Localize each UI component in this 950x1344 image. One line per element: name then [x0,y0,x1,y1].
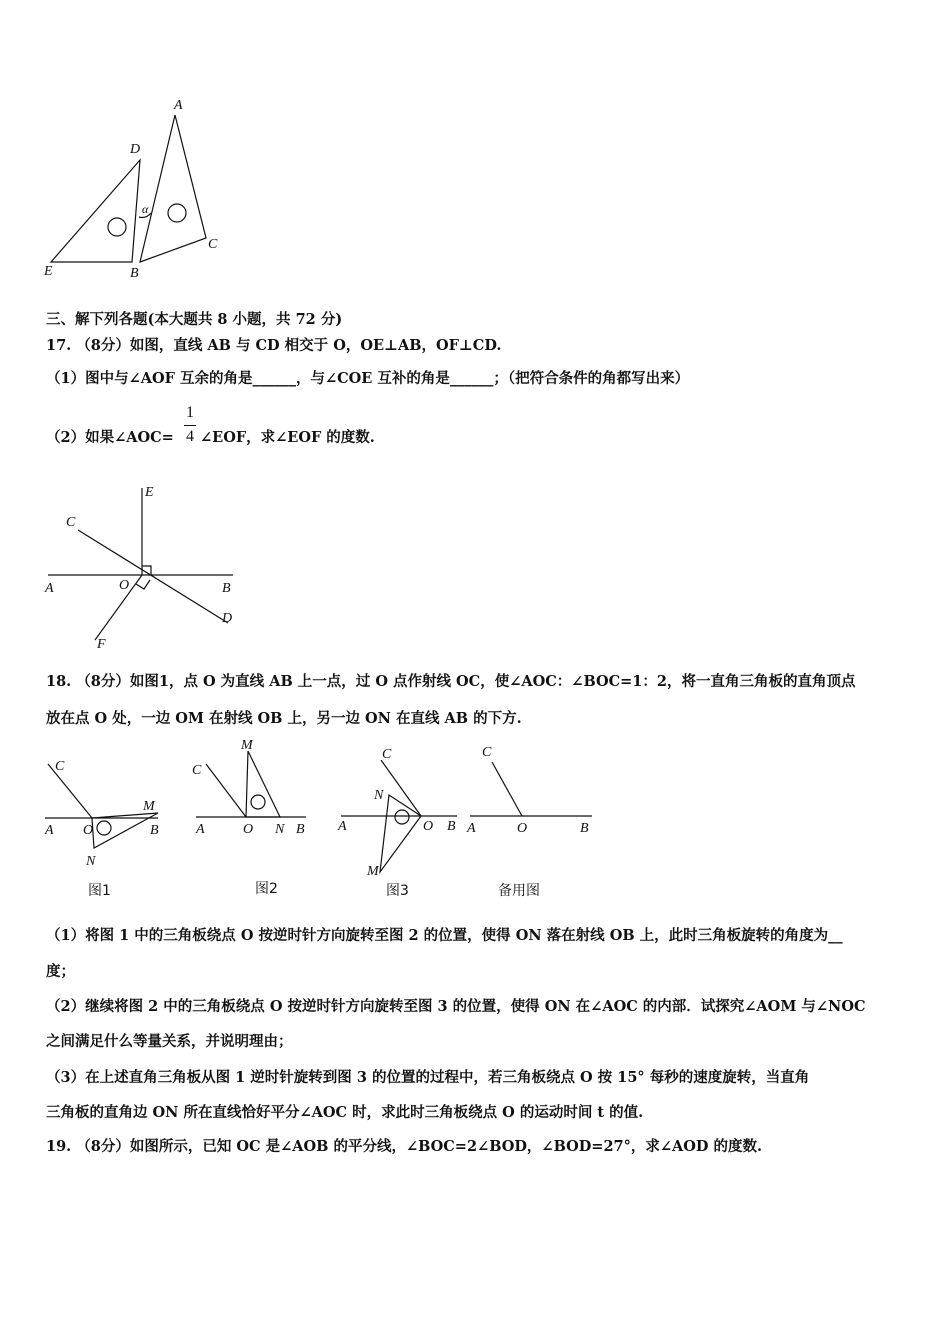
caption-fig3: 图3 [386,883,409,899]
label-A: A [45,823,54,838]
figure-q18-backup [462,740,602,840]
set-square-hole [97,821,111,835]
label-O: O [83,823,94,838]
q18-part1-b: 度； [46,963,75,980]
label-B: B [447,819,456,834]
triangle-dbe [51,160,140,262]
label-O: O [119,578,130,593]
caption-backup-fig: 备用图 [498,883,540,899]
figure-q18-2 [188,736,313,846]
line-cd [78,530,228,623]
label-C: C [66,515,76,530]
figure-triangles-top [36,95,236,285]
q18-part3-a: （3）在上述直角三角板从图 1 逆时针旋转到图 3 的位置的过程中，若三角板绕点 O 按 15° 每秒的速度旋转，当直角 [46,1069,810,1086]
label-D: D [130,142,141,157]
q18-line1: 18. （8分）如图1，点 O 为直线 AB 上一点，过 O 点作射线 OC，使∠AOC：∠BOC=1：2，将一直角三角板的直角顶点 [46,673,856,690]
label-M: M [143,799,155,814]
set-square-hole [395,810,409,824]
label-C: C [382,747,392,762]
triangle-abc [140,115,206,262]
label-M: M [241,738,253,753]
label-C: C [208,237,218,252]
label-C: C [192,763,202,778]
q17-fraction-numerator: 1 [186,404,194,421]
triangle-hole-right [168,204,186,222]
caption-fig2: 图2 [255,881,278,897]
label-B: B [150,823,159,838]
label-D: D [222,611,233,626]
label-E: E [44,264,53,279]
triangle-hole-left [108,218,126,236]
label-A: A [196,822,205,837]
q17-fraction-bar [184,425,196,426]
label-N: N [374,788,384,803]
label-A: A [467,821,476,836]
set-square-hole [251,795,265,809]
q18-part2-a: （2）继续将图 2 中的三角板绕点 O 按逆时针方向旋转至图 3 的位置，使得 ON 在∠AOC 的内部．试探究∠AOM 与∠NOC [46,998,866,1015]
q19-stem: 19. （8分）如图所示，已知 OC 是∠AOB 的平分线，∠BOC=2∠BOD，∠BOD=27°，求∠AOD 的度数. [46,1138,763,1155]
label-A: A [174,98,183,113]
section-3-heading: 三、解下列各题(本大题共 8 小题，共 72 分) [46,311,343,328]
label-O: O [243,822,254,837]
label-C: C [55,759,65,774]
label-B: B [222,581,231,596]
label-B: B [580,821,589,836]
q17-part2-prefix: （2）如果∠AOC= [46,429,174,446]
ray-oc [206,764,246,817]
q17-fraction-denominator: 4 [186,428,194,445]
figure-q18-1 [40,752,170,870]
figure-q18-3 [335,740,465,880]
label-A: A [45,581,54,596]
q17-part1: （1）图中与∠AOF 互余的角是______，与∠COE 互补的角是______；（把符合条件的角都写出来） [46,370,690,387]
label-N: N [275,822,285,837]
q17-part2-suffix: ∠EOF，求∠EOF 的度数. [200,429,375,446]
q18-part3-b: 三角板的直角边 ON 所在直线恰好平分∠AOC 时，求此时三角板绕点 O 的运动时间 t 的值. [46,1104,644,1121]
label-B: B [130,266,139,281]
caption-fig1: 图1 [88,883,111,899]
label-A: A [338,819,347,834]
label-alpha: α [142,202,149,216]
label-N: N [86,854,96,869]
label-M: M [367,864,379,879]
q17-stem: 17. （8分）如图，直线 AB 与 CD 相交于 O，OE⊥AB，OF⊥CD. [46,337,502,354]
label-O: O [423,819,434,834]
ray-oc [492,762,522,816]
label-F: F [97,637,106,652]
label-C: C [482,745,492,760]
q18-line2: 放在点 O 处，一边 OM 在射线 OB 上，另一边 ON 在直线 AB 的下方. [46,710,522,727]
label-B: B [296,822,305,837]
q18-part1-a: （1）将图 1 中的三角板绕点 O 按逆时针方向旋转至图 2 的位置，使得 ON 落在射线 OB 上，此时三角板旋转的角度为__ [46,927,843,944]
label-E: E [145,485,154,500]
label-O: O [517,821,528,836]
figure-q17 [40,480,250,655]
q18-part2-b: 之间满足什么等量关系，并说明理由； [46,1033,293,1050]
